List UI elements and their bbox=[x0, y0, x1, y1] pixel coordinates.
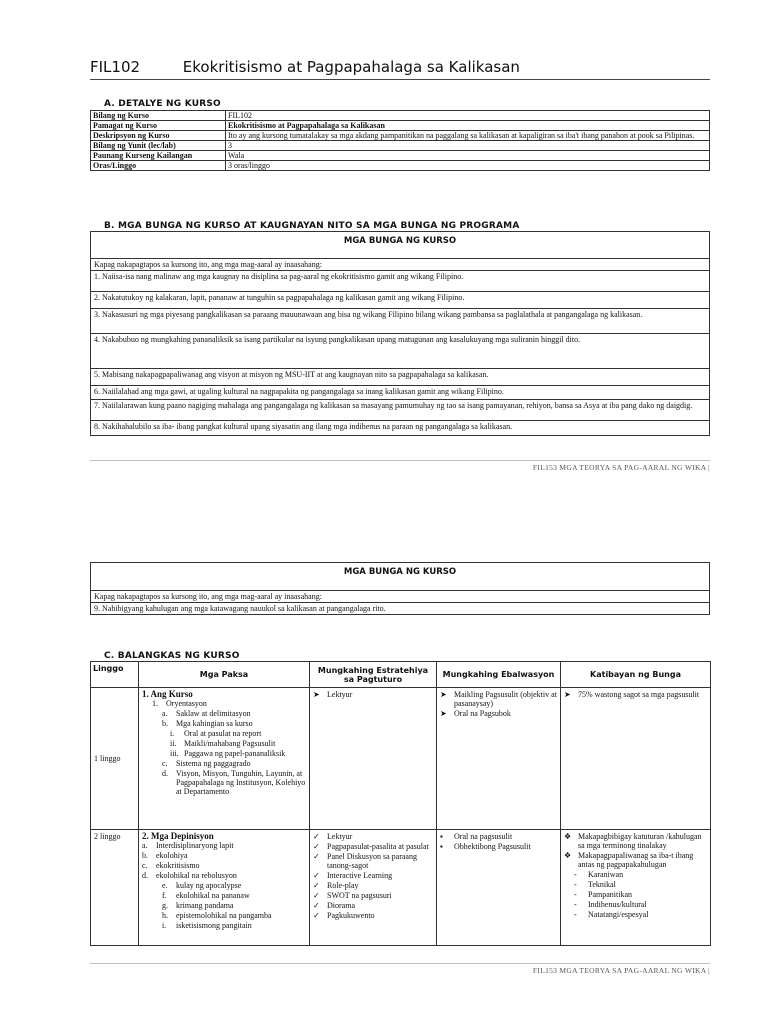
evaluation-item-marker: ➤ bbox=[440, 690, 447, 699]
topic-item bbox=[142, 719, 306, 728]
evaluation-item bbox=[440, 832, 557, 841]
topic-marker: c. bbox=[142, 861, 148, 870]
strategy-item bbox=[313, 852, 433, 870]
strategy-item-text: Lektyur bbox=[327, 832, 353, 841]
topic-item bbox=[142, 911, 306, 920]
outcome-row bbox=[91, 369, 710, 386]
detail-row bbox=[91, 151, 710, 161]
topic-item bbox=[142, 891, 306, 900]
strategy-item-text: SWOT na pagsusuri bbox=[327, 891, 392, 900]
outcome-item: 5. Mabisang nakapagpapaliwanag ang visyon at misyon ng MSU-IIT at ang kaugnayan nito sa pagpapahalaga sa kalikasan. bbox=[91, 369, 710, 386]
topic-item bbox=[142, 739, 306, 748]
footer-rule bbox=[90, 460, 710, 461]
topic-text: Oral at pasulat na report bbox=[184, 729, 262, 738]
footer-rule-2 bbox=[90, 963, 710, 964]
strategy-item-marker: ➤ bbox=[313, 690, 320, 699]
outline-row-week2 bbox=[91, 830, 711, 946]
topic-item bbox=[142, 851, 306, 860]
topic-text: Oryentasyon bbox=[166, 699, 207, 708]
outcomes-intro: Kapag nakapagtapos sa kursong ito, ang mga mag-aaral ay inaasahang: bbox=[91, 259, 710, 271]
strategy-item-marker: ✓ bbox=[313, 871, 320, 880]
evidence-item-marker: ❖ bbox=[564, 851, 572, 860]
topic-marker: b. bbox=[162, 719, 168, 728]
detail-key: Oras/Linggo bbox=[91, 161, 226, 171]
topic-marker: ii. bbox=[170, 739, 177, 748]
col-header-week: Linggo bbox=[91, 662, 139, 688]
strategy-item-text: Diorama bbox=[327, 901, 355, 910]
outcome-row bbox=[91, 271, 710, 292]
evidence-cell bbox=[561, 688, 711, 830]
topic-item bbox=[142, 749, 306, 758]
outcome-item: 9. Nabibigyang kahulugan ang mga katawagang nauukol sa kalikasan at pangangalaga rito. bbox=[91, 603, 710, 615]
evidence-subitem bbox=[564, 890, 707, 899]
topic-text: Saklaw at delimitasyon bbox=[176, 709, 251, 718]
strategy-item-marker: ✓ bbox=[313, 911, 320, 920]
col-header-evaluation: Mungkahing Ebalwasyon bbox=[437, 662, 561, 688]
col-header-strategies: Mungkahing Estratehiya sa Pagtuturo bbox=[310, 662, 437, 688]
strategy-item-text: Interactive Learning bbox=[327, 871, 393, 880]
evaluation-cell bbox=[437, 830, 561, 946]
outcome-item: 2. Nakatutukoy ng kalakaran, lapit, pananaw at tunguhin sa pagpapahalaga ng kalikasan gamit ang wikang Filipino. bbox=[91, 292, 710, 309]
course-details-table bbox=[90, 110, 710, 171]
strategy-item-text: Pagpapasulat-pasalita at pasulat bbox=[327, 842, 429, 851]
outcome-row bbox=[91, 334, 710, 369]
evaluation-item-text: Maikling Pagsusulit (objektiv at pasanaysay) bbox=[454, 690, 557, 708]
topic-text: isketisismong pangitain bbox=[176, 921, 252, 930]
topic-text: Maikli/mahabang Pagsusulit bbox=[184, 739, 276, 748]
topic-item bbox=[142, 729, 306, 738]
topics-cell bbox=[139, 688, 310, 830]
detail-key: Bilang ng Yunit (lec/lab) bbox=[91, 141, 226, 151]
course-outcomes-table bbox=[90, 231, 710, 436]
topic-text: Interdisiplinaryong lapit bbox=[156, 841, 234, 850]
evaluation-item-marker: ▪ bbox=[440, 832, 443, 841]
topic-marker: g. bbox=[162, 901, 168, 910]
topic-item bbox=[142, 871, 306, 880]
topic-text: Visyon, Misyon, Tunguhin, Layunin, at Pagpapahalaga ng Institusyon, Kolehiyo at Departamento bbox=[176, 769, 306, 796]
strategy-item-marker: ✓ bbox=[313, 852, 320, 861]
evidence-item-text: Makapagbibigay katuturan /kahulugan sa mga terminong tinalakay bbox=[578, 832, 702, 850]
evidence-subitem-marker: - bbox=[574, 870, 577, 879]
detail-key: Paunang Kurseng Kailangan bbox=[91, 151, 226, 161]
strategy-item-text: Pagkukuwento bbox=[327, 911, 375, 920]
strategy-item bbox=[313, 891, 433, 900]
topics-cell bbox=[139, 830, 310, 946]
topic-marker: 1. bbox=[152, 699, 158, 708]
topic-marker: d. bbox=[162, 769, 168, 778]
evidence-subitem-text: Karaniwan bbox=[588, 870, 624, 879]
col-header-evidence: Katibayan ng Bunga bbox=[561, 662, 711, 688]
topic-item bbox=[142, 861, 306, 870]
outcomes-table-title: MGA BUNGA NG KURSO bbox=[91, 232, 710, 259]
evaluation-item bbox=[440, 690, 557, 708]
strategy-item bbox=[313, 871, 433, 880]
topic-item bbox=[142, 881, 306, 890]
outcome-row bbox=[91, 309, 710, 334]
detail-row bbox=[91, 111, 710, 121]
topic-title: 2. Mga Depinisyon bbox=[142, 831, 214, 841]
evidence-item-text: 75% wastong sagot sa mga pagsusulit bbox=[578, 690, 700, 699]
strategy-item-marker: ✓ bbox=[313, 901, 320, 910]
detail-key: Deskripsyon ng Kurso bbox=[91, 131, 226, 141]
topic-marker: a. bbox=[162, 709, 168, 718]
week-cell: 2 linggo bbox=[91, 830, 139, 946]
detail-value: 3 oras/linggo bbox=[226, 161, 710, 171]
detail-row bbox=[91, 141, 710, 151]
outcome-item: 1. Naiisa-isa nang malinaw ang mga kaugnay na disiplina sa pag-aaral ng ekokritisismo gamit ang wikang Filipino. bbox=[91, 271, 710, 292]
topic-item bbox=[142, 921, 306, 930]
strategy-item-marker: ✓ bbox=[313, 891, 320, 900]
detail-value: 3 bbox=[226, 141, 710, 151]
evidence-subitem-marker: - bbox=[574, 910, 577, 919]
topic-item bbox=[142, 769, 306, 796]
evidence-subitem-text: Pampanitikan bbox=[588, 890, 632, 899]
detail-value: Wala bbox=[226, 151, 710, 161]
detail-key: Bilang ng Kurso bbox=[91, 111, 226, 121]
evidence-subitem bbox=[564, 880, 707, 889]
evaluation-item bbox=[440, 842, 557, 851]
evidence-item bbox=[564, 851, 707, 869]
outcome-item: 8. Nakihahalubilo sa iba- ibang pangkat kultural upang siyasatin ang ilang mga indihenus na paraan ng pangangalaga sa kalikasan. bbox=[91, 421, 710, 436]
detail-row bbox=[91, 121, 710, 131]
topic-text: epistemolohikal na pangamba bbox=[176, 911, 272, 920]
detail-value: Ito ay ang kursong tumatalakay sa mga akdang pampanitikan na paggalang sa kalikasan at kapaligiran sa iba't ibang panahon at pook sa Pilipinas. bbox=[226, 131, 710, 141]
topic-text: krimang pandama bbox=[176, 901, 234, 910]
topic-text: Sistema ng paggagrado bbox=[176, 759, 251, 768]
evidence-subitem bbox=[564, 900, 707, 909]
topic-item bbox=[142, 759, 306, 768]
section-c-heading: C. BALANGKAS NG KURSO bbox=[104, 651, 240, 661]
evidence-item-text: Makapagpapaliwanag sa iba-t ibang antas ng pagpapakahulugan bbox=[578, 851, 694, 869]
strategy-item-marker: ✓ bbox=[313, 842, 320, 851]
outcome-item: 3. Nakasusuri ng mga piyesang pangkalikasan sa paraang mauunawaan ang bisa ng wikang Filipino bilang wikang pambansa sa paglalathala at pangangalaga ng kalikasan. bbox=[91, 309, 710, 334]
evidence-subitem-marker: - bbox=[574, 900, 577, 909]
detail-key: Pamagat ng Kurso bbox=[91, 121, 226, 131]
evaluation-item-text: Obhektibong Pagsusulit bbox=[454, 842, 531, 851]
evidence-subitem-marker: - bbox=[574, 880, 577, 889]
evaluation-item-marker: ➤ bbox=[440, 709, 447, 718]
week-cell: 1 linggo bbox=[91, 688, 139, 830]
header-rule bbox=[90, 79, 710, 80]
course-outline-table bbox=[90, 661, 711, 946]
strategy-item bbox=[313, 690, 433, 699]
topic-marker: h. bbox=[162, 911, 168, 920]
evidence-item-marker: ❖ bbox=[564, 832, 572, 841]
topic-marker: b. bbox=[142, 851, 148, 860]
strategies-cell bbox=[310, 688, 437, 830]
course-code-header: FIL102 bbox=[90, 58, 141, 76]
topic-text: ekolohiya bbox=[156, 851, 188, 860]
strategy-item bbox=[313, 832, 433, 841]
topic-text: Paggawa ng papel-pananaliksik bbox=[184, 749, 286, 758]
topic-text: Mga kahingian sa kurso bbox=[176, 719, 253, 728]
evaluation-item bbox=[440, 709, 557, 718]
course-outcomes-continued-table bbox=[90, 562, 710, 615]
strategies-cell bbox=[310, 830, 437, 946]
strategy-item bbox=[313, 881, 433, 890]
detail-value: FIL102 bbox=[226, 111, 710, 121]
evidence-subitem bbox=[564, 910, 707, 919]
topic-item bbox=[142, 841, 306, 850]
detail-row bbox=[91, 161, 710, 171]
evidence-subitem-marker: - bbox=[574, 890, 577, 899]
strategy-item-marker: ✓ bbox=[313, 881, 320, 890]
strategy-item-text: Panel Diskusyon sa paraang tanong-sagot bbox=[327, 852, 417, 870]
outcome-row bbox=[91, 292, 710, 309]
section-b-heading: B. MGA BUNGA NG KURSO AT KAUGNAYAN NITO SA MGA BUNGA NG PROGRAMA bbox=[104, 221, 520, 231]
topic-marker: e. bbox=[162, 881, 168, 890]
outcome-row bbox=[91, 603, 710, 615]
topic-marker: c. bbox=[162, 759, 168, 768]
evaluation-item-marker: ▪ bbox=[440, 842, 443, 851]
evidence-item bbox=[564, 832, 707, 850]
section-a-heading: A. DETALYE NG KURSO bbox=[104, 99, 221, 109]
evaluation-cell bbox=[437, 688, 561, 830]
topic-item bbox=[142, 901, 306, 910]
outcome-item: 6. Naiilalahad ang mga gawi, at ugaling kultural na nagpapakita ng pangangalaga sa inang kalikasan gamit ang wikang Filipino. bbox=[91, 386, 710, 400]
topic-marker: d. bbox=[142, 871, 148, 880]
topic-marker: a. bbox=[142, 841, 148, 850]
evaluation-item-text: Oral na Pagsubok bbox=[454, 709, 511, 718]
evidence-subitem bbox=[564, 870, 707, 879]
outcome-row bbox=[91, 386, 710, 400]
evaluation-item-text: Oral na pagsusulit bbox=[454, 832, 513, 841]
outcome-row bbox=[91, 421, 710, 436]
strategy-item-text: Lektyur bbox=[327, 690, 353, 699]
col-header-topics: Mga Paksa bbox=[139, 662, 310, 688]
strategy-item bbox=[313, 901, 433, 910]
strategy-item bbox=[313, 842, 433, 851]
evidence-item-marker: ➤ bbox=[564, 690, 571, 699]
detail-row bbox=[91, 131, 710, 141]
page-footer-2: FIL153 MGA TEORYA SA PAG-AARAL NG WIKA | bbox=[532, 966, 710, 975]
course-title-header: Ekokritisismo at Pagpapahalaga sa Kalikasan bbox=[182, 58, 520, 76]
evidence-subitem-text: Teknikal bbox=[588, 880, 616, 889]
strategy-item-text: Role-play bbox=[327, 881, 359, 890]
outcomes-continued-intro: Kapag nakapagtapos sa kursong ito, ang mga mag-aaral ay inaasahang: bbox=[91, 591, 710, 603]
topic-marker: f. bbox=[162, 891, 167, 900]
outcome-item: 4. Nakabubuo ng mungkahing pananaliksik sa isang partikular na isyung pangkalikasan upang matugunan ang kasalukuyang mga suliranin hinggil dito. bbox=[91, 334, 710, 369]
detail-value: Ekokritisismo at Pagpapahalaga sa Kalikasan bbox=[226, 121, 710, 131]
evidence-subitem-text: Indihenus/kultural bbox=[588, 900, 647, 909]
outcome-item: 7. Naiilalarawan kung paano nagiging mahalaga ang pangangalaga ng kalikasan sa masayang pamumuhay ng tao sa isang pamayanan, rehiyon, bansa sa Asya at iba pang dako ng daigdig. bbox=[91, 400, 710, 421]
topic-text: ekolohikal na pananaw bbox=[176, 891, 250, 900]
outcomes-continued-title: MGA BUNGA NG KURSO bbox=[91, 563, 710, 591]
topic-marker: i. bbox=[170, 729, 175, 738]
evidence-subitem-text: Natatangi/espesyal bbox=[588, 910, 649, 919]
topic-title: 1. Ang Kurso bbox=[142, 689, 193, 699]
topic-item bbox=[142, 699, 306, 708]
strategy-item-marker: ✓ bbox=[313, 832, 320, 841]
topic-item bbox=[142, 709, 306, 718]
outline-row-week1 bbox=[91, 688, 711, 830]
evidence-cell bbox=[561, 830, 711, 946]
document-header bbox=[90, 58, 520, 76]
topic-text: ekolohikal na rebolusyon bbox=[156, 871, 237, 880]
outcome-row bbox=[91, 400, 710, 421]
topic-marker: iii. bbox=[170, 749, 179, 758]
evidence-item bbox=[564, 690, 707, 699]
topic-text: kulay ng apocalypse bbox=[176, 881, 242, 890]
strategy-item bbox=[313, 911, 433, 920]
page-footer: FIL153 MGA TEORYA SA PAG-AARAL NG WIKA | bbox=[532, 463, 710, 472]
topic-marker: i. bbox=[162, 921, 167, 930]
topic-text: ekokritisismo bbox=[156, 861, 200, 870]
